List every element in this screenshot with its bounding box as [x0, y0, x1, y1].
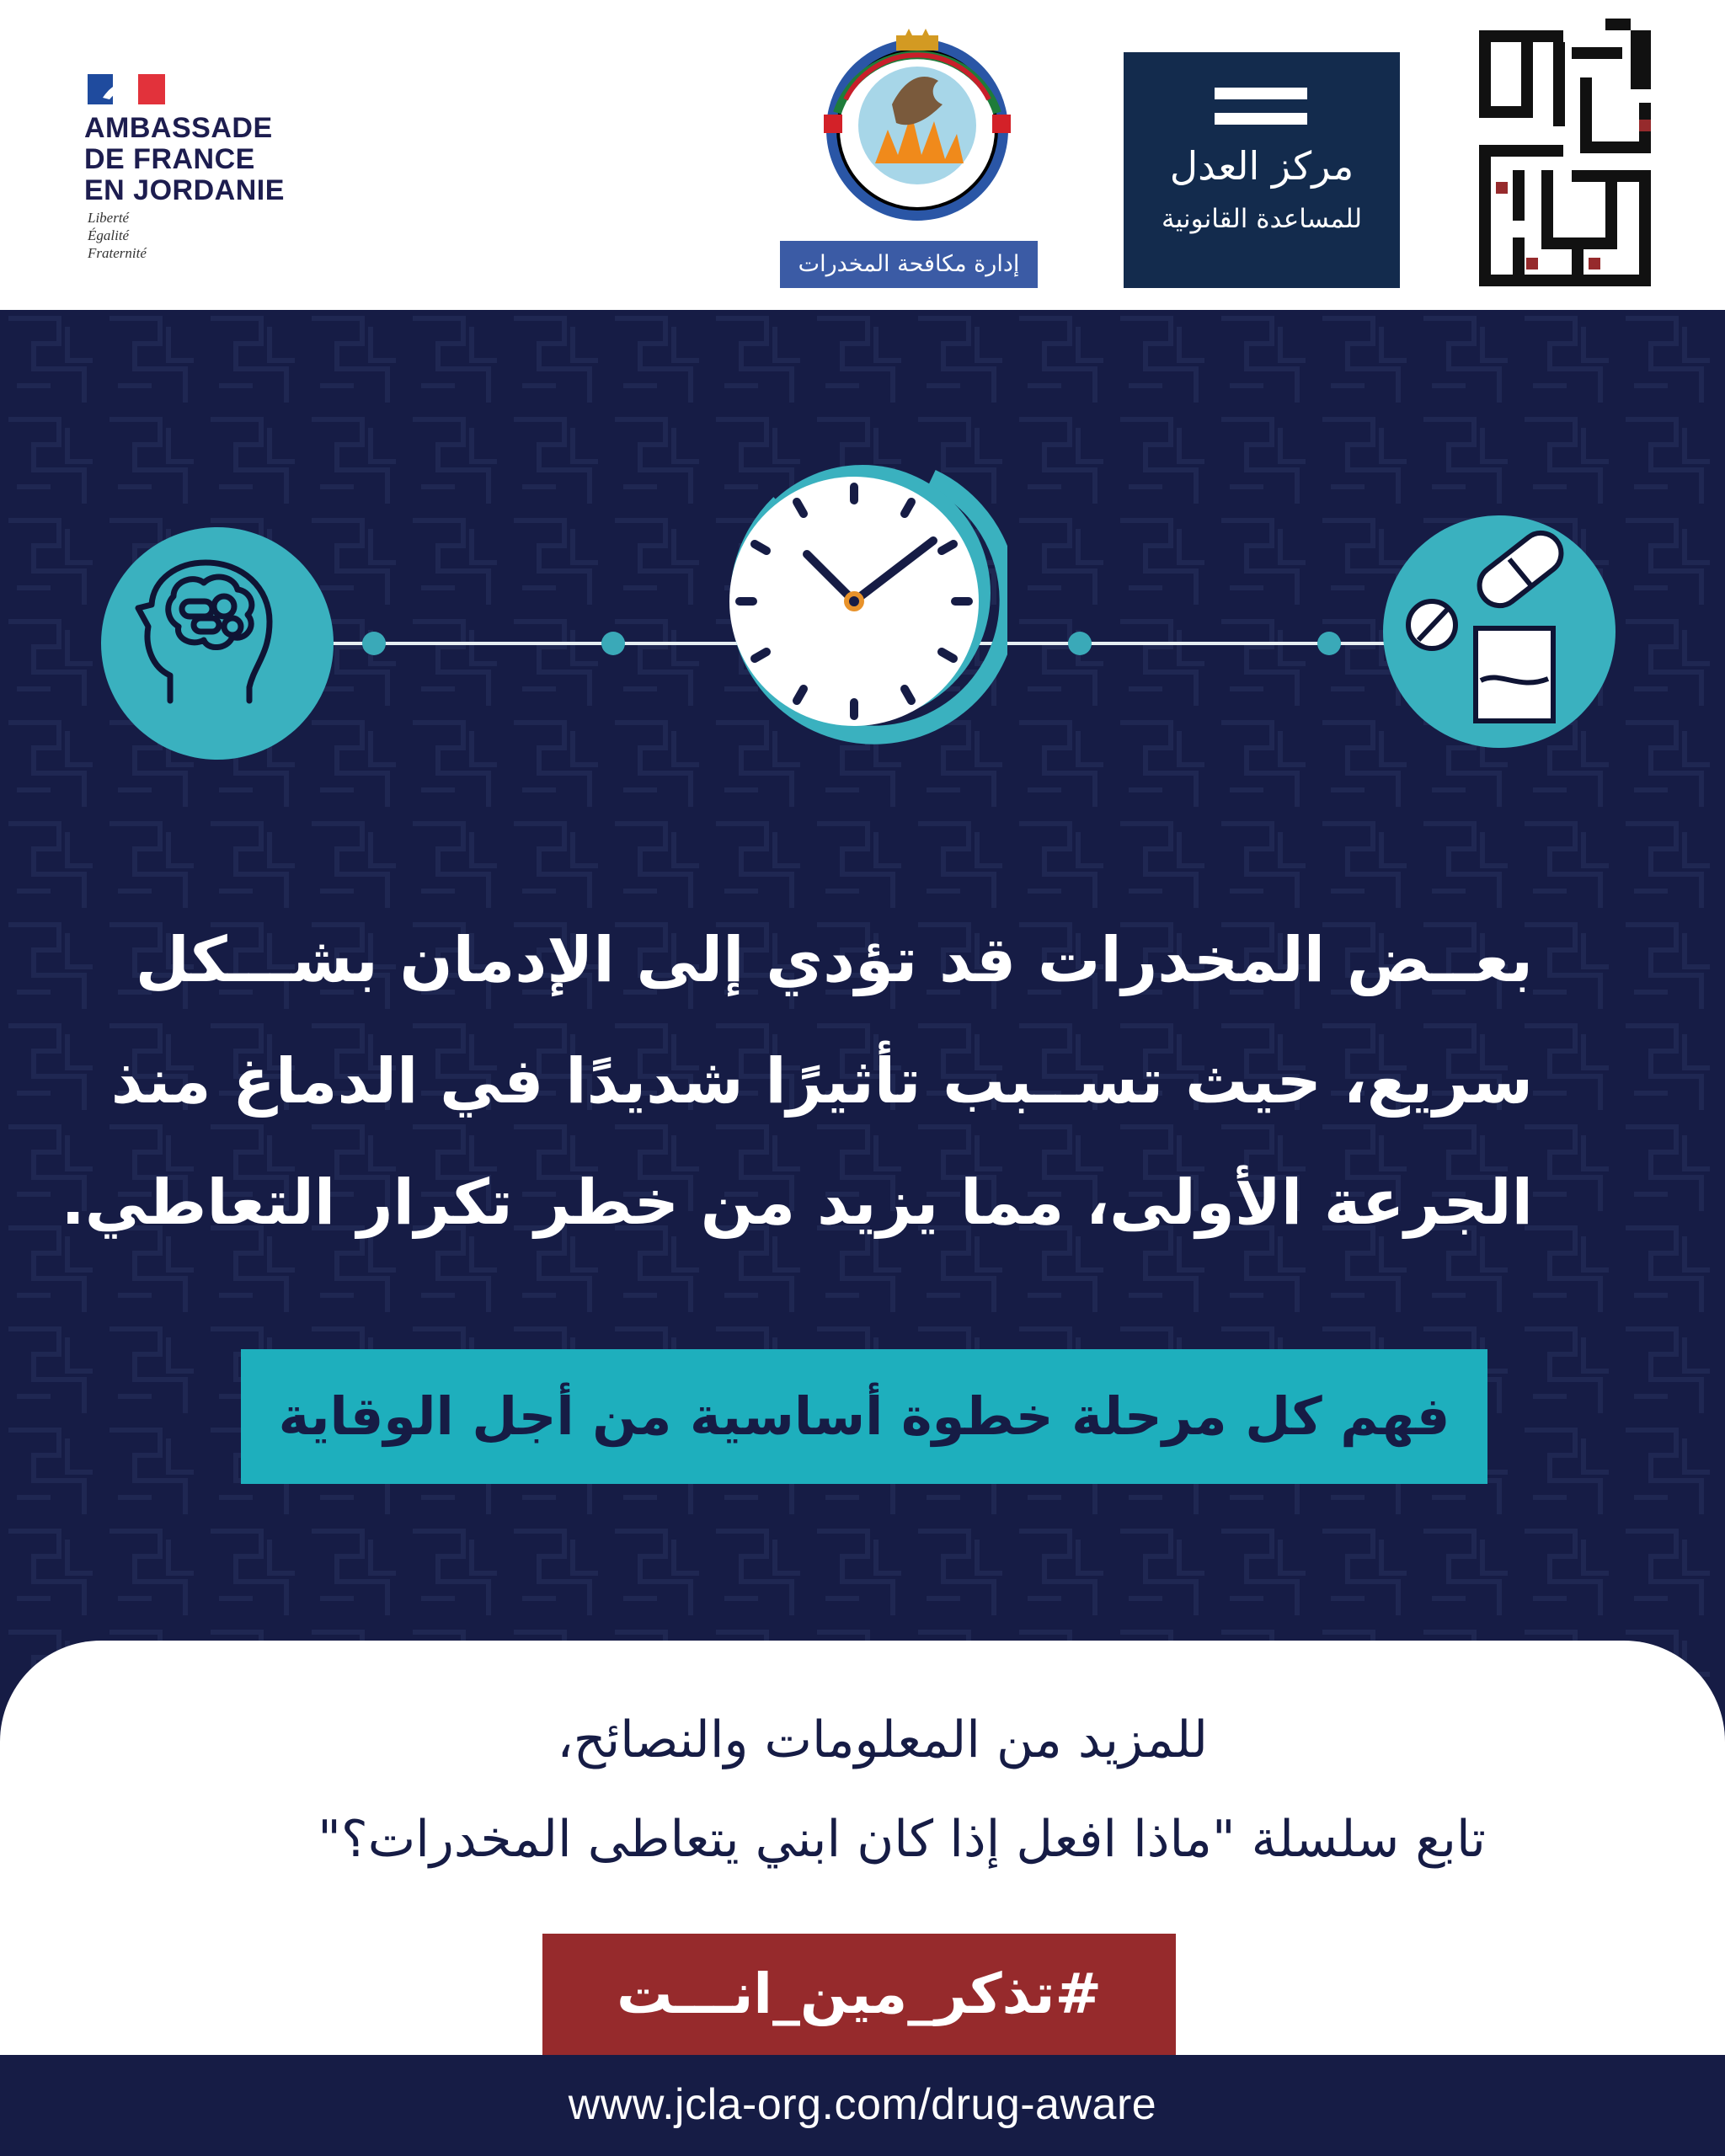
motto-line: Fraternité — [88, 245, 147, 261]
timeline-dot — [362, 632, 386, 655]
clock-icon — [713, 453, 1007, 748]
eagle-emblem-icon — [795, 12, 1039, 222]
embassy-line: DE FRANCE — [84, 143, 255, 175]
pills-icon-circle — [1383, 515, 1616, 748]
prevention-banner-text: فهم كل مرحلة خطوة أساسية من أجل الوقاية — [278, 1385, 1450, 1447]
prevention-banner — [241, 1349, 1487, 1484]
info-panel — [0, 310, 1725, 1750]
motto-line: Liberté — [88, 210, 130, 226]
equals-icon — [1215, 88, 1307, 138]
main-message-line: الجرعة الأولى، مما يزيد من خطر تكرار التعاطي. — [61, 1166, 1533, 1239]
footer — [0, 2055, 1725, 2156]
brain-pills-icon — [101, 527, 334, 760]
embassy-line: AMBASSADE — [84, 112, 273, 144]
justice-center-subtitle: للمساعدة القانونية — [1161, 204, 1363, 234]
pills-icon — [1383, 515, 1616, 748]
main-message — [61, 899, 1533, 1263]
brain-icon-circle — [101, 527, 334, 760]
embassy-name — [84, 113, 337, 206]
flag-icon — [88, 74, 165, 104]
justice-center-logo — [1124, 52, 1400, 288]
main-message-line: بعــض المخدرات قد تؤدي إلى الإدمان بشـــكل — [135, 924, 1533, 996]
header — [0, 0, 1725, 310]
hashtag-box — [542, 1934, 1176, 2055]
motto-line: Égalité — [88, 227, 130, 243]
justice-center-name: مركز العدل — [1169, 143, 1354, 189]
anti-narcotics-label: إدارة مكافحة المخدرات — [780, 241, 1038, 288]
timeline-dot — [1317, 632, 1341, 655]
embassy-motto — [88, 209, 147, 262]
main-message-line: سريع، حيث تســبب تأثيرًا شديدًا في الدماغ منذ — [110, 1045, 1533, 1118]
footer-url-link[interactable]: www.jcla-org.com/drug-aware — [568, 2080, 1157, 2129]
timeline-dot — [601, 632, 625, 655]
info-text-line: تابع سلسلة "ماذا افعل إذا كان ابني يتعاطى المخدرات؟" — [318, 1810, 1486, 1869]
timeline-dot — [1068, 632, 1092, 655]
remember-logo-icon — [1479, 19, 1651, 286]
embassy-line: EN JORDANIE — [84, 174, 285, 206]
hashtag-text: #تذكر_مين_انـــت — [617, 1961, 1102, 2026]
info-text-line: للمزيد من المعلومات والنصائح، — [557, 1710, 1208, 1769]
